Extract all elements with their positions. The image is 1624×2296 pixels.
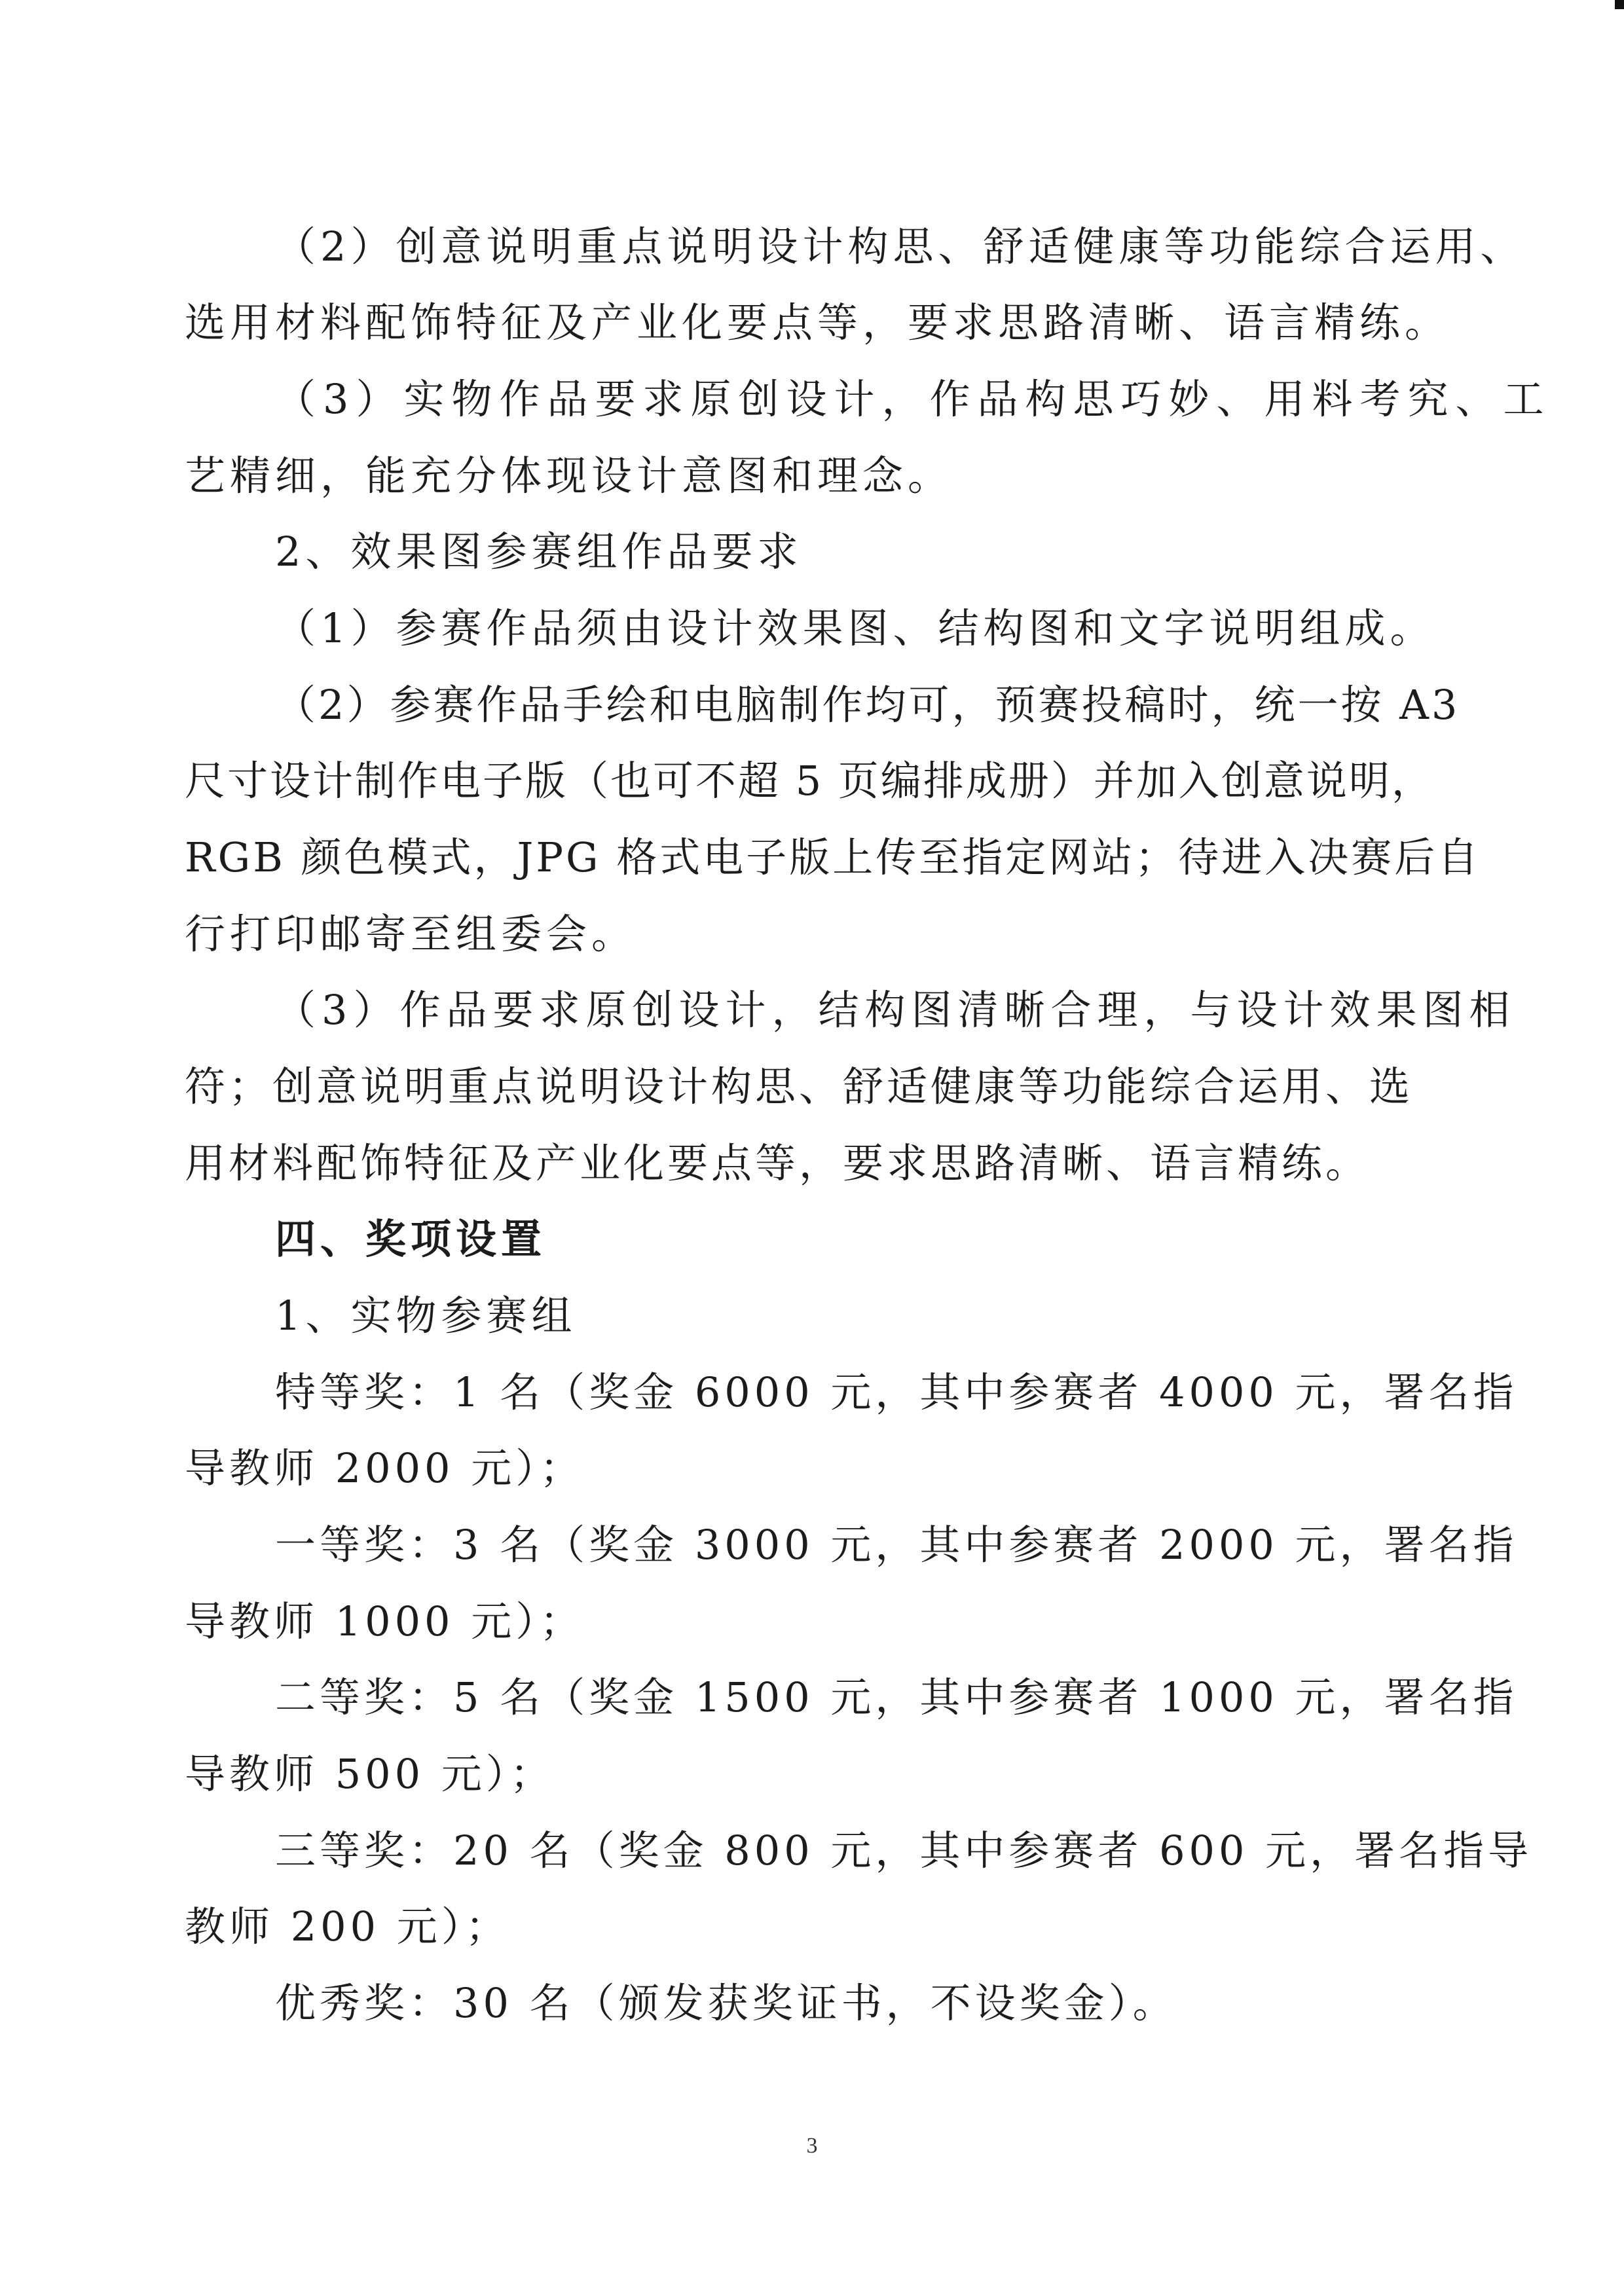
text-line-22: 三等奖：20 名（奖金 800 元，其中参赛者 600 元，署名指导 [275, 1827, 1533, 1874]
text-line-16: 特等奖：1 名（奖金 6000 元，其中参赛者 4000 元，署名指 [275, 1368, 1518, 1416]
text-line-18: 一等奖：3 名（奖金 3000 元，其中参赛者 2000 元，署名指 [275, 1521, 1518, 1569]
text-line-4: 艺精细，能充分体现设计意图和理念。 [185, 452, 953, 500]
text-line-3: （3）实物作品要求原创设计，作品构思巧妙、用料考究、工 [275, 375, 1551, 423]
text-line-7: （2）参赛作品手绘和电脑制作均可，预赛投稿时，统一按 A3 [275, 681, 1460, 729]
text-line-6: （1）参赛作品须由设计效果图、结构图和文字说明组成。 [275, 604, 1435, 652]
subsection-heading-physical-group: 1、实物参赛组 [275, 1292, 577, 1339]
text-line-19: 导教师 1000 元）； [185, 1597, 585, 1645]
text-line-23: 教师 200 元）； [185, 1903, 510, 1950]
text-line-11: （3）作品要求原创设计，结构图清晰合理，与设计效果图相 [275, 986, 1516, 1034]
section-heading-awards: 四、奖项设置 [275, 1215, 547, 1263]
text-line-1: （2）创意说明重点说明设计构思、舒适健康等功能综合运用、 [275, 223, 1526, 270]
text-line-9: RGB 颜色模式，JPG 格式电子版上传至指定网站；待进入决赛后自 [185, 833, 1481, 881]
subsection-heading-rendering-group: 2、效果图参赛组作品要求 [275, 528, 803, 575]
text-line-2: 选用材料配饰特征及产业化要点等，要求思路清晰、语言精练。 [185, 299, 1450, 346]
text-line-8: 尺寸设计制作电子版（也可不超 5 页编排成册）并加入创意说明， [185, 757, 1434, 805]
text-line-21: 导教师 500 元）； [185, 1750, 555, 1798]
text-line-10: 行打印邮寄至组委会。 [185, 910, 637, 958]
text-line-24: 优秀奖：30 名（颁发获奖证书，不设奖金）。 [275, 1979, 1177, 2027]
text-line-20: 二等奖：5 名（奖金 1500 元，其中参赛者 1000 元，署名指 [275, 1673, 1518, 1721]
text-line-17: 导教师 2000 元）； [185, 1444, 585, 1492]
text-line-12: 符；创意说明重点说明设计构思、舒适健康等功能综合运用、选 [185, 1063, 1414, 1110]
text-line-13: 用材料配饰特征及产业化要点等，要求思路清晰、语言精练。 [185, 1139, 1370, 1187]
page-number: 3 [806, 2134, 818, 2158]
scan-corner-mark [1615, 0, 1624, 9]
